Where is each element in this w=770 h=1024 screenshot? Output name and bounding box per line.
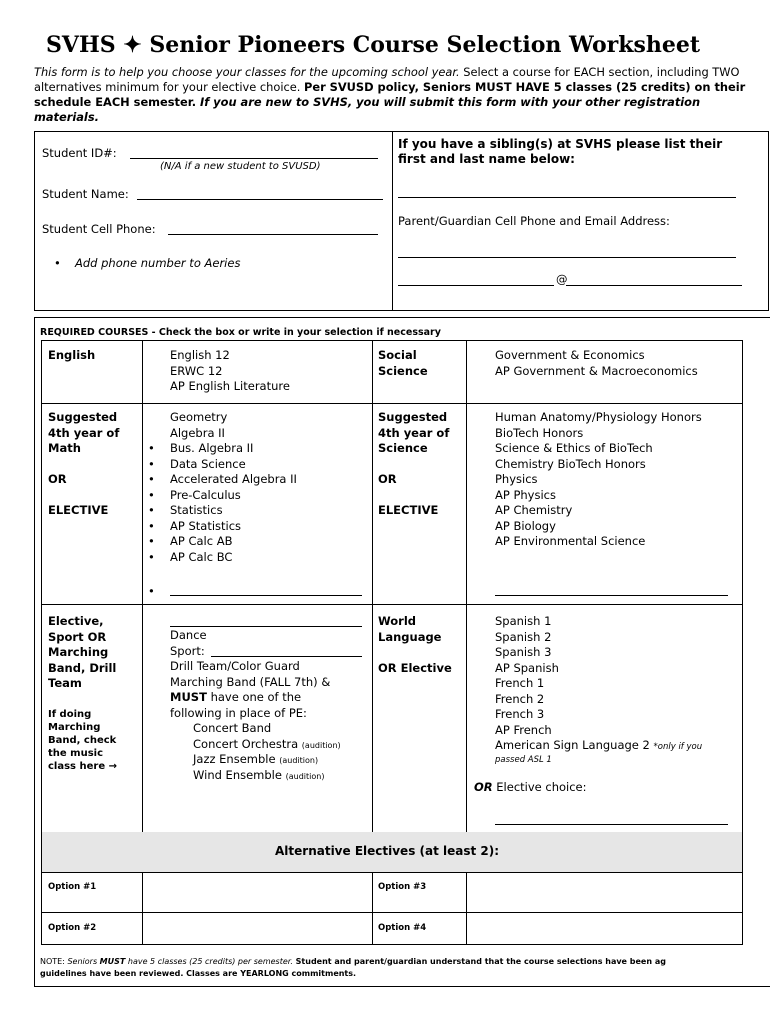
english-courses [170,348,290,395]
option-1-field[interactable] [143,873,371,911]
course-option[interactable]: French 3 [495,707,545,721]
parent-email-domain-field[interactable] [566,285,742,286]
course-option[interactable]: Concert Orchestra (audition) [193,736,341,751]
course-option[interactable]: • AP Calc BC [170,550,297,566]
page-title: SVHS ✦ Senior Pioneers Course Selection Worksheet [46,32,700,58]
science-label: Suggested 4th year of Science OR ELECTIVE [378,410,450,517]
course-option[interactable]: Algebra II [170,425,225,440]
course-option[interactable]: Wind Ensemble (audition) [193,767,325,782]
course-option[interactable]: Dance [170,628,207,642]
footer-note: NOTE: Seniors MUST have 5 classes (25 credits) per semester. Student and parent/guardian understand that the course selections have been ag guidelines have been reviewed. Classes are YEARLONG commitments. [40,957,666,978]
course-option[interactable]: • Statistics [170,503,297,519]
course-option[interactable]: • Bus. Algebra II [170,441,297,457]
course-option[interactable]: English 12 [170,348,230,362]
social-science-courses [495,348,698,379]
course-option[interactable]: Marching Band (FALL 7th) & [170,674,331,689]
option-4-label: Option #4 [378,923,427,933]
option-4-field[interactable] [467,913,742,944]
intro-plain: Select a course for EACH section, including TWO alternatives minimum for your elective choice. [34,65,740,94]
course-option[interactable]: Spanish 1 [495,614,552,628]
course-option[interactable]: French 1 [495,676,545,690]
course-option[interactable]: Drill Team/Color Guard [170,659,300,673]
math-courses [170,410,297,565]
required-heading: REQUIRED COURSES - Check the box or write in your selection if necessary [40,327,441,338]
course-option[interactable]: Spanish 3 [495,645,552,659]
course-option[interactable]: • Pre-Calculus [170,488,297,504]
student-name-field[interactable] [137,199,383,200]
elective-label: Elective, Sport OR Marching Band, Drill Team [48,614,117,690]
course-option[interactable]: AP Chemistry [495,503,573,517]
course-option[interactable]: ERWC 12 [170,363,223,378]
aeries-note: Add phone number to Aeries [75,256,241,270]
course-option[interactable]: AP English Literature [170,379,290,393]
social-science-label: Social Science [378,348,428,378]
student-id-field[interactable] [130,158,378,159]
course-option[interactable]: • AP Statistics [170,519,297,535]
science-write-in-field[interactable] [495,595,728,596]
science-courses [495,410,702,550]
course-option[interactable]: • Data Science [170,457,297,473]
math-write-in-field[interactable] [170,595,362,596]
alternatives-heading: Alternative Electives (at least 2): [275,844,500,858]
parent-email-user-field[interactable] [398,285,554,286]
world-language-label: World Language OR Elective [378,614,452,675]
english-label: English [48,348,96,362]
course-option[interactable]: French 2 [495,691,545,706]
student-cell-label: Student Cell Phone: [42,222,156,236]
course-option[interactable]: AP Spanish [495,660,559,675]
course-option[interactable]: Sport: [170,643,205,658]
intro-new-student: If you are new to SVHS, you will submit this form with your other registration materials. [34,95,701,124]
course-option[interactable]: Human Anatomy/Physiology Honors [495,410,702,424]
parent-contact-label: Parent/Guardian Cell Phone and Email Address: [398,214,670,228]
course-option[interactable]: Jazz Ensemble (audition) [193,752,319,766]
sport-write-in-field[interactable] [211,656,362,657]
language-write-in-field[interactable] [495,824,728,825]
course-option[interactable]: Spanish 2 [495,629,552,644]
course-option[interactable]: Science & Ethics of BioTech [495,441,653,455]
asl-note: passed ASL 1 [495,754,552,765]
intro-paragraph [34,65,754,125]
elective-write-in-field[interactable] [170,626,362,627]
course-option[interactable]: AP French [495,722,552,737]
course-option[interactable]: BioTech Honors [495,425,584,440]
option-2-field[interactable] [143,913,371,944]
course-option[interactable]: Concert Band [193,721,272,735]
math-label: Suggested 4th year of Math OR ELECTIVE [48,410,120,517]
course-option[interactable]: AP Physics [495,487,556,502]
elective-courses: Dance Sport: Drill Team/Color Guard Marching Band (FALL 7th) & MUST have one of the following in place of PE: Concert Band Concert Orchestra (audition) Jazz Ensemble (audition) Wind Ensemble (audition) [170,628,341,782]
course-option[interactable]: Government & Economics [495,348,645,362]
course-option[interactable]: AP Environmental Science [495,534,646,548]
bullet-icon: • [148,584,155,598]
bullet-icon: • [54,256,61,270]
option-1-label: Option #1 [48,882,97,892]
sibling-heading: If you have a sibling(s) at SVHS please list their first and last name below: [398,137,723,166]
course-option[interactable]: AP Government & Macroeconomics [495,363,698,378]
option-3-field[interactable] [467,873,742,911]
course-option[interactable]: AP Biology [495,518,556,533]
course-option[interactable]: • AP Calc AB [170,534,297,550]
option-2-label: Option #2 [48,923,97,933]
intro-italic: This form is to help you choose your classes for the upcoming school year. [34,65,460,79]
student-id-label: Student ID#: [42,146,117,160]
course-option[interactable]: American Sign Language 2 *only if you [495,738,703,752]
parent-phone-field[interactable] [398,257,736,258]
elective-choice-label: OR Elective choice: [474,780,587,794]
student-cell-field[interactable] [168,234,378,235]
course-option[interactable]: Physics [495,472,538,486]
student-name-label: Student Name: [42,187,129,201]
world-language-courses [495,614,702,766]
at-sign: @ [556,272,568,286]
option-3-label: Option #3 [378,882,427,892]
marching-band-note: If doing Marching Band, check the music class here → [48,709,117,772]
course-option[interactable]: • Accelerated Algebra II [170,472,297,488]
course-option[interactable]: Geometry [170,410,228,424]
student-id-note: (N/A if a new student to SVUSD) [160,161,321,172]
course-option[interactable]: Chemistry BioTech Honors [495,456,646,471]
sibling-name-field[interactable] [398,197,736,198]
intro-policy: Per SVUSD policy, Seniors MUST HAVE 5 classes (25 credits) on their schedule EACH semester. [34,80,746,109]
